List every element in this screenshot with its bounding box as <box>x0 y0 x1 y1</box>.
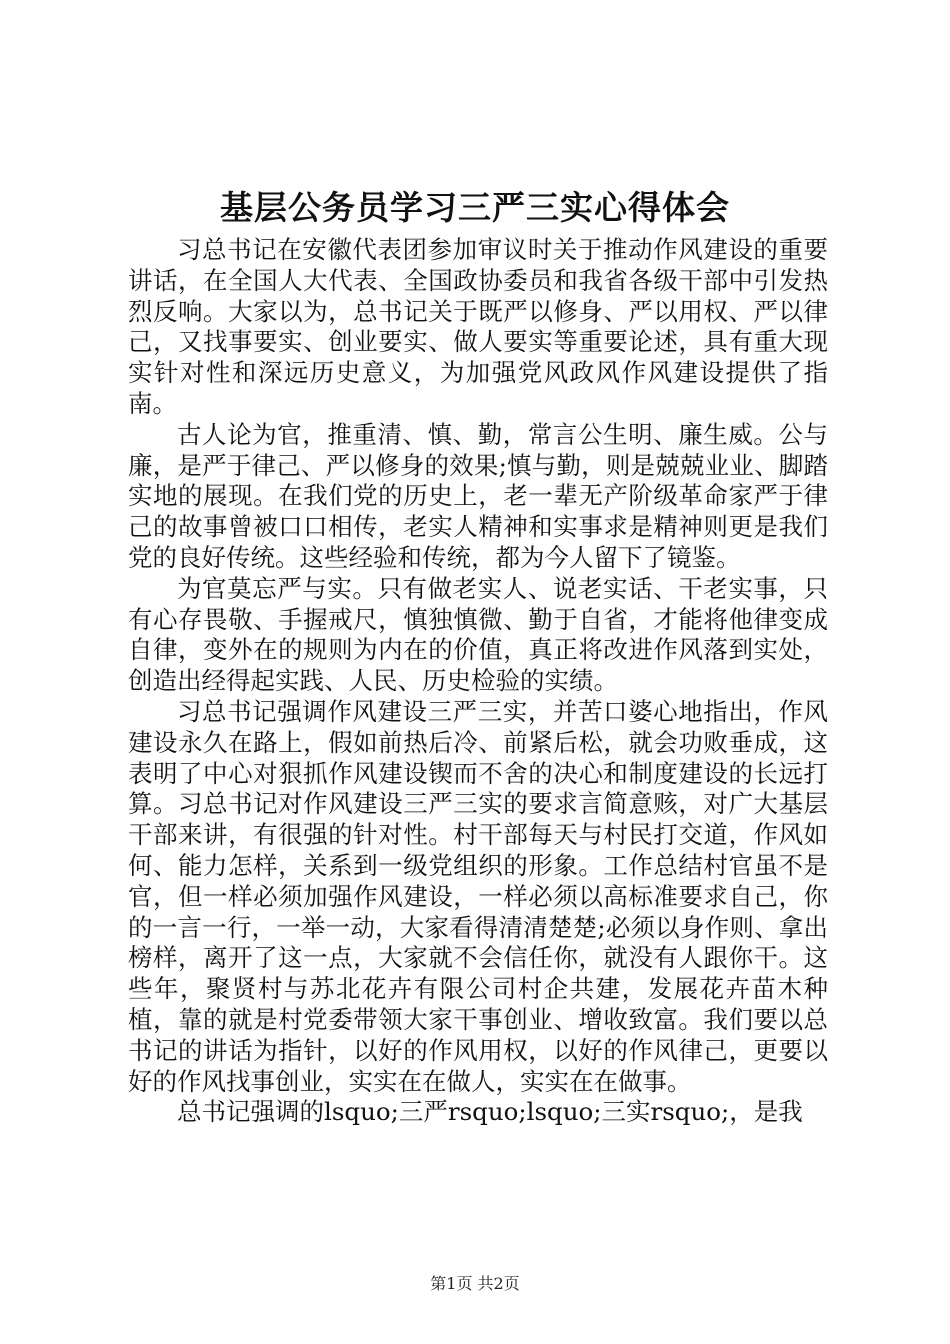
document-title: 基层公务员学习三严三实心得体会 <box>220 188 730 227</box>
paragraph: 习总书记强调作风建设三严三实，并苦口婆心地指出，作风建设永久在路上，假如前热后冷、前紧后松，就会功败垂成，这表明了中心对狠抓作风建设锲而不舍的决心和制度建设的长远打算。习总书记对作风建设三严三实的要求言简意赅，对广大基层干部来讲，有很强的针对性。村干部每天与村民打交道，作风如何、能力怎样，关系到一级党组织的形象。工作总结村官虽不是官，但一样必须加强作风建设，一样必须以高标准要求自己，你的一言一行，一举一动，大家看得清清楚楚;必须以身作则、拿出榜样，离开了这一点，大家就不会信任你，就没有人跟你干。这些年，聚贤村与苏北花卉有限公司村企共建，发展花卉苗木种植，靠的就是村党委带领大家干事创业、增收致富。我们要以总书记的讲话为指针，以好的作风用权，以好的作风律己，更要以好的作风找事创业，实实在在做人，实实在在做事。 <box>128 696 828 1096</box>
paragraph: 为官莫忘严与实。只有做老实人、说老实话、干老实事，只有心存畏敬、手握戒尺，慎独慎微、勤于自省，才能将他律变成自律，变外在的规则为内在的价值，真正将改进作风落到实处，创造出经得起实践、人民、历史检验的实绩。 <box>128 573 828 696</box>
page-number-footer: 第1页 共2页 <box>430 1274 520 1293</box>
paragraph: 古人论为官，推重清、慎、勤，常言公生明、廉生威。公与廉，是严于律己、严以修身的效果;慎与勤，则是兢兢业业、脚踏实地的展现。在我们党的历史上，老一辈无产阶级革命家严于律己的故事曾被口口相传，老实人精神和实事求是精神则更是我们党的良好传统。这些经验和传统，都为今人留下了镜鉴。 <box>128 419 828 572</box>
document-body <box>128 235 828 1128</box>
paragraph: 习总书记在安徽代表团参加审议时关于推动作风建设的重要讲话，在全国人大代表、全国政协委员和我省各级干部中引发热烈反响。大家以为，总书记关于既严以修身、严以用权、严以律己，又找事要实、创业要实、做人要实等重要论述，具有重大现实针对性和深远历史意义，为加强党风政风作风建设提供了指南。 <box>128 235 828 418</box>
paragraph: 总书记强调的lsquo;三严rsquo;lsquo;三实rsquo;，是我 <box>177 1097 803 1127</box>
